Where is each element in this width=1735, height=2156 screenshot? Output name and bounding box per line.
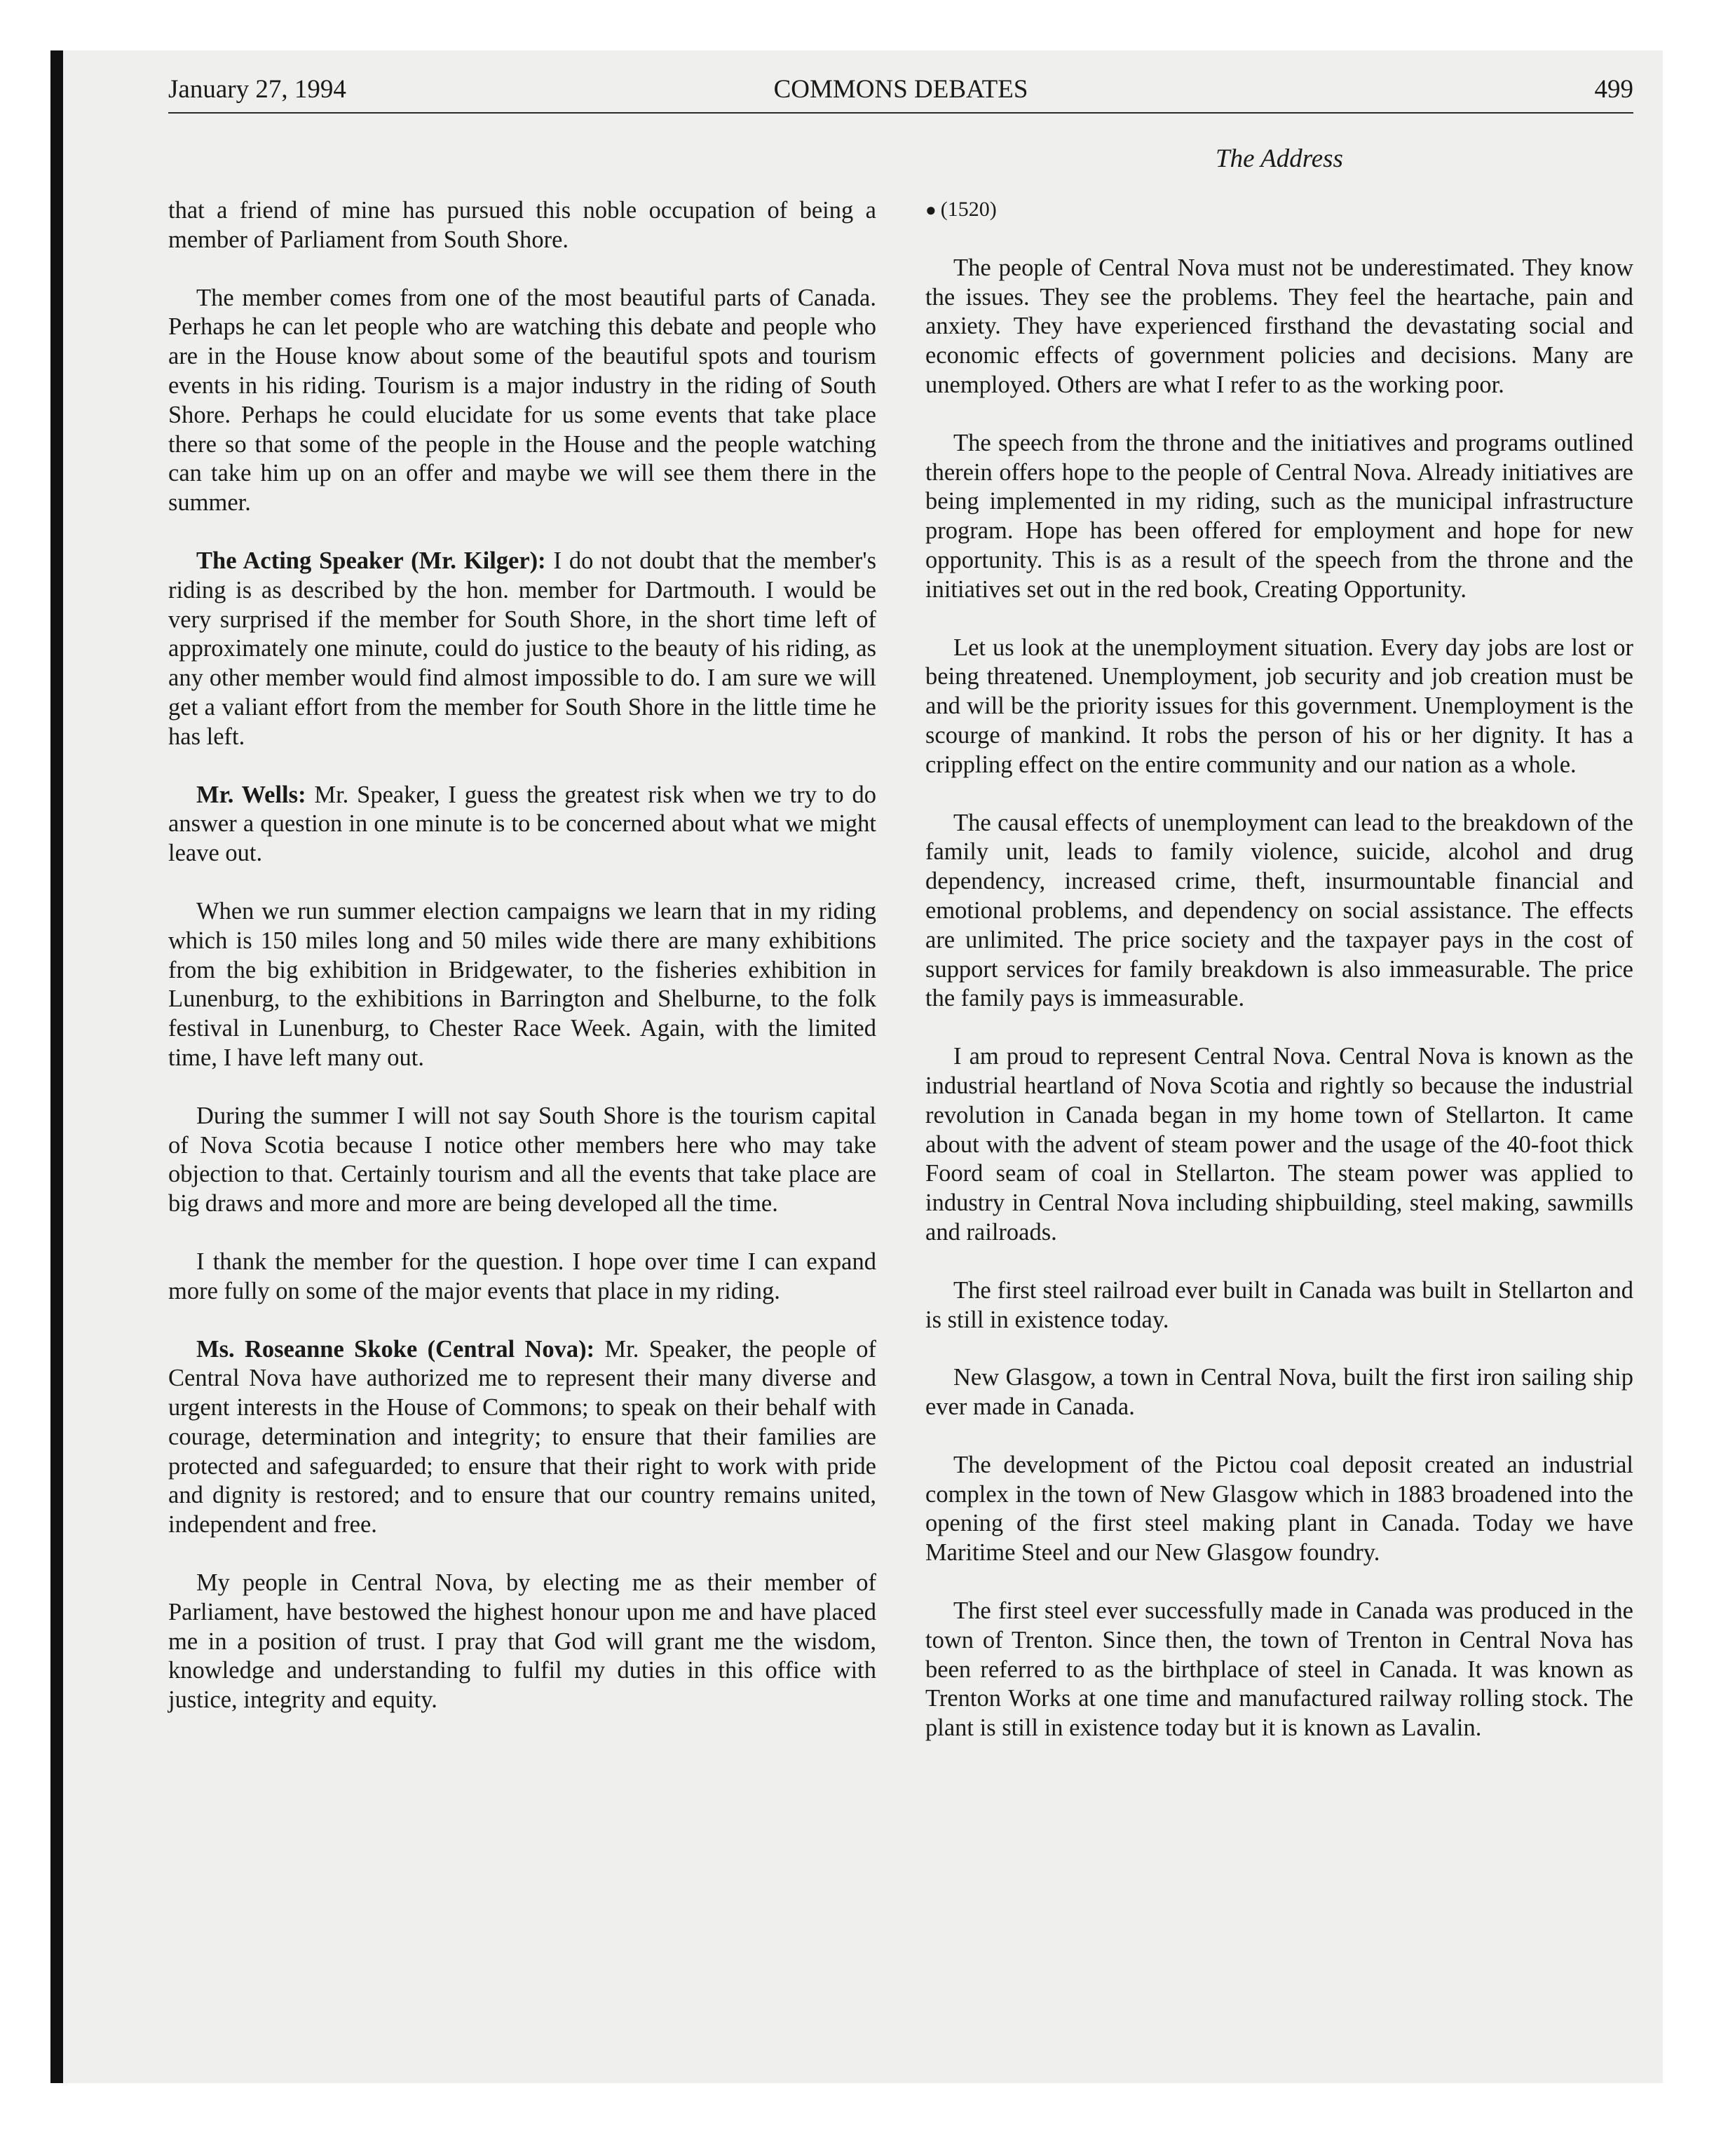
left-column — [168, 196, 876, 1744]
paragraph: I thank the member for the question. I hope over time I can expand more fully on some of the major events that place in my riding. — [168, 1248, 876, 1304]
paragraph: The development of the Pictou coal deposit created an industrial complex in the town of New Glasgow which in 1883 broadened into the opening of the first steel making plant in Canada. Today we have Maritime Steel and our New Glasgow foundry. — [925, 1451, 1633, 1567]
paragraph: The speech from the throne and the initiatives and programs outlined therein offers hope to the people of Central Nova. Already initiatives are being implemented in my riding, such as the municipal infrastructure program. Hope has been offered for employment and hope for new opportunity. This is as a result of the speech from the throne and the initiatives set out in the red book, Creating Opportunity. — [925, 429, 1633, 603]
paragraph: The member comes from one of the most beautiful parts of Canada. Perhaps he can let people who are watching this debate and people who are in the House know about some of the beautiful spots and tourism events in his riding. Tourism is a major industry in the riding of South Shore. Perhaps he could elucidate for us some events that take place there so that some of the people in the House and the people watching can take him up on an offer and maybe we will see them there in the summer. — [168, 284, 876, 517]
paragraph: Let us look at the unemployment situation. Every day jobs are lost or being threatened. Unemployment, job security and job creation must be and will be the priority issues for this government. Unemployment is the scourge of mankind. It robs the person of his or her dignity. It has a crippling effect on the entire community and our nation as a whole. — [925, 634, 1633, 778]
page-header — [168, 70, 1633, 111]
speech-paragraph — [168, 547, 876, 752]
speaker-name: Mr. Wells: — [196, 781, 306, 808]
header-date: January 27, 1994 — [168, 75, 346, 104]
binding-edge — [50, 50, 63, 2083]
bullet-icon: ● — [925, 200, 937, 220]
paragraph: The first steel railroad ever built in Canada was built in Stellarton and is still in existence today. — [925, 1276, 1633, 1333]
speaker-name: Ms. Roseanne Skoke (Central Nova): — [196, 1335, 595, 1363]
speech-text: Mr. Speaker, the people of Central Nova have authorized me to represent their many diverse and urgent interests in the House of Commons; to speak on their behalf with courage, determination and integrity; to ensure that their families are protected and safeguarded; to ensure that their right to work with pride and dignity is restored; and to ensure that our country remains united, independent and free. — [168, 1335, 877, 1538]
speech-paragraph — [168, 1335, 876, 1541]
paragraph: that a friend of mine has pursued this noble occupation of being a member of Parliament from South Shore. — [168, 197, 876, 253]
right-column — [925, 195, 1633, 1772]
paragraph: My people in Central Nova, by electing me as their member of Parliament, have bestowed the highest honour upon me and have placed me in a position of trust. I pray that God will grant me the wisdom, knowledge and understanding to fulfil my duties in this office with justice, integrity and equity. — [168, 1569, 876, 1714]
paragraph: New Glasgow, a town in Central Nova, built the first iron sailing ship ever made in Canada. — [925, 1364, 1633, 1421]
paragraph: The first steel ever successfully made in Canada was produced in the town of Trenton. Since then, the town of Trenton in Central Nova has been referred to as the birthplace of steel in Canada. It was known as Trenton Works at one time and manufactured railway rolling stock. The plant is still in existence today but it is known as Lavalin. — [925, 1597, 1633, 1742]
speech-text: I do not doubt that the member's riding is as described by the hon. member for Dartmouth. I would be very surprised if the member for South Shore, in the short time left of approximately one minute, could do justice to the beauty of his riding, as any other member would find almost impossible to do. I am sure we will get a valiant effort from the member for South Shore in the little time he has left. — [168, 547, 876, 750]
paragraph: When we run summer election campaigns we learn that in my riding which is 150 miles long and 50 miles wide there are many exhibitions from the big exhibition in Bridgewater, to the fisheries exhibition in Lunenburg, to the exhibitions in Barrington and Shelburne, to the folk festival in Lunenburg, to Chester Race Week. Again, with the limited time, I have left many out. — [168, 897, 876, 1071]
header-page-number: 499 — [1594, 75, 1633, 104]
speaker-name: The Acting Speaker (Mr. Kilger): — [196, 547, 546, 574]
header-publication: COMMONS DEBATES — [773, 75, 1028, 104]
paragraph: The causal effects of unemployment can lead to the breakdown of the family unit, leads to family violence, suicide, alcohol and drug dependency, increased crime, theft, insurmountable financial and emotional problems, and dependency on social assistance. The effects are unlimited. The price society and the taxpayer pays in the cost of support services for family breakdown is also immeasurable. The price the family pays is immeasurable. — [925, 809, 1633, 1012]
paragraph: I am proud to represent Central Nova. Central Nova is known as the industrial heartland of Nova Scotia and rightly so because the industrial revolution in Canada began in my home town of Stellarton. It came about with the advent of steam power and the usage of the 40-foot thick Foord seam of coal in Stellarton. The steam power was applied to industry in Central Nova including shipbuilding, steel making, sawmills and railroads. — [925, 1043, 1633, 1246]
header-rule — [168, 112, 1633, 114]
paragraph: The people of Central Nova must not be underestimated. They know the issues. They see the problems. They feel the heartache, pain and anxiety. They have experienced firsthand the devastating social and economic effects of government policies and decisions. Many are unemployed. Others are what I refer to as the working poor. — [925, 254, 1633, 398]
timestamp-text: (1520) — [940, 198, 997, 221]
speech-paragraph — [168, 781, 876, 868]
speech-text: Mr. Speaker, I guess the greatest risk when we try to do answer a question in one minute is to be concerned about what we might leave out. — [168, 781, 876, 867]
paragraph: During the summer I will not say South Shore is the tourism capital of Nova Scotia because I notice other members here who may take objection to that. Certainly tourism and all the events that take place are big draws and more and more are being developed all the time. — [168, 1102, 876, 1217]
timestamp — [925, 195, 1633, 225]
running-head: The Address — [1216, 144, 1343, 173]
